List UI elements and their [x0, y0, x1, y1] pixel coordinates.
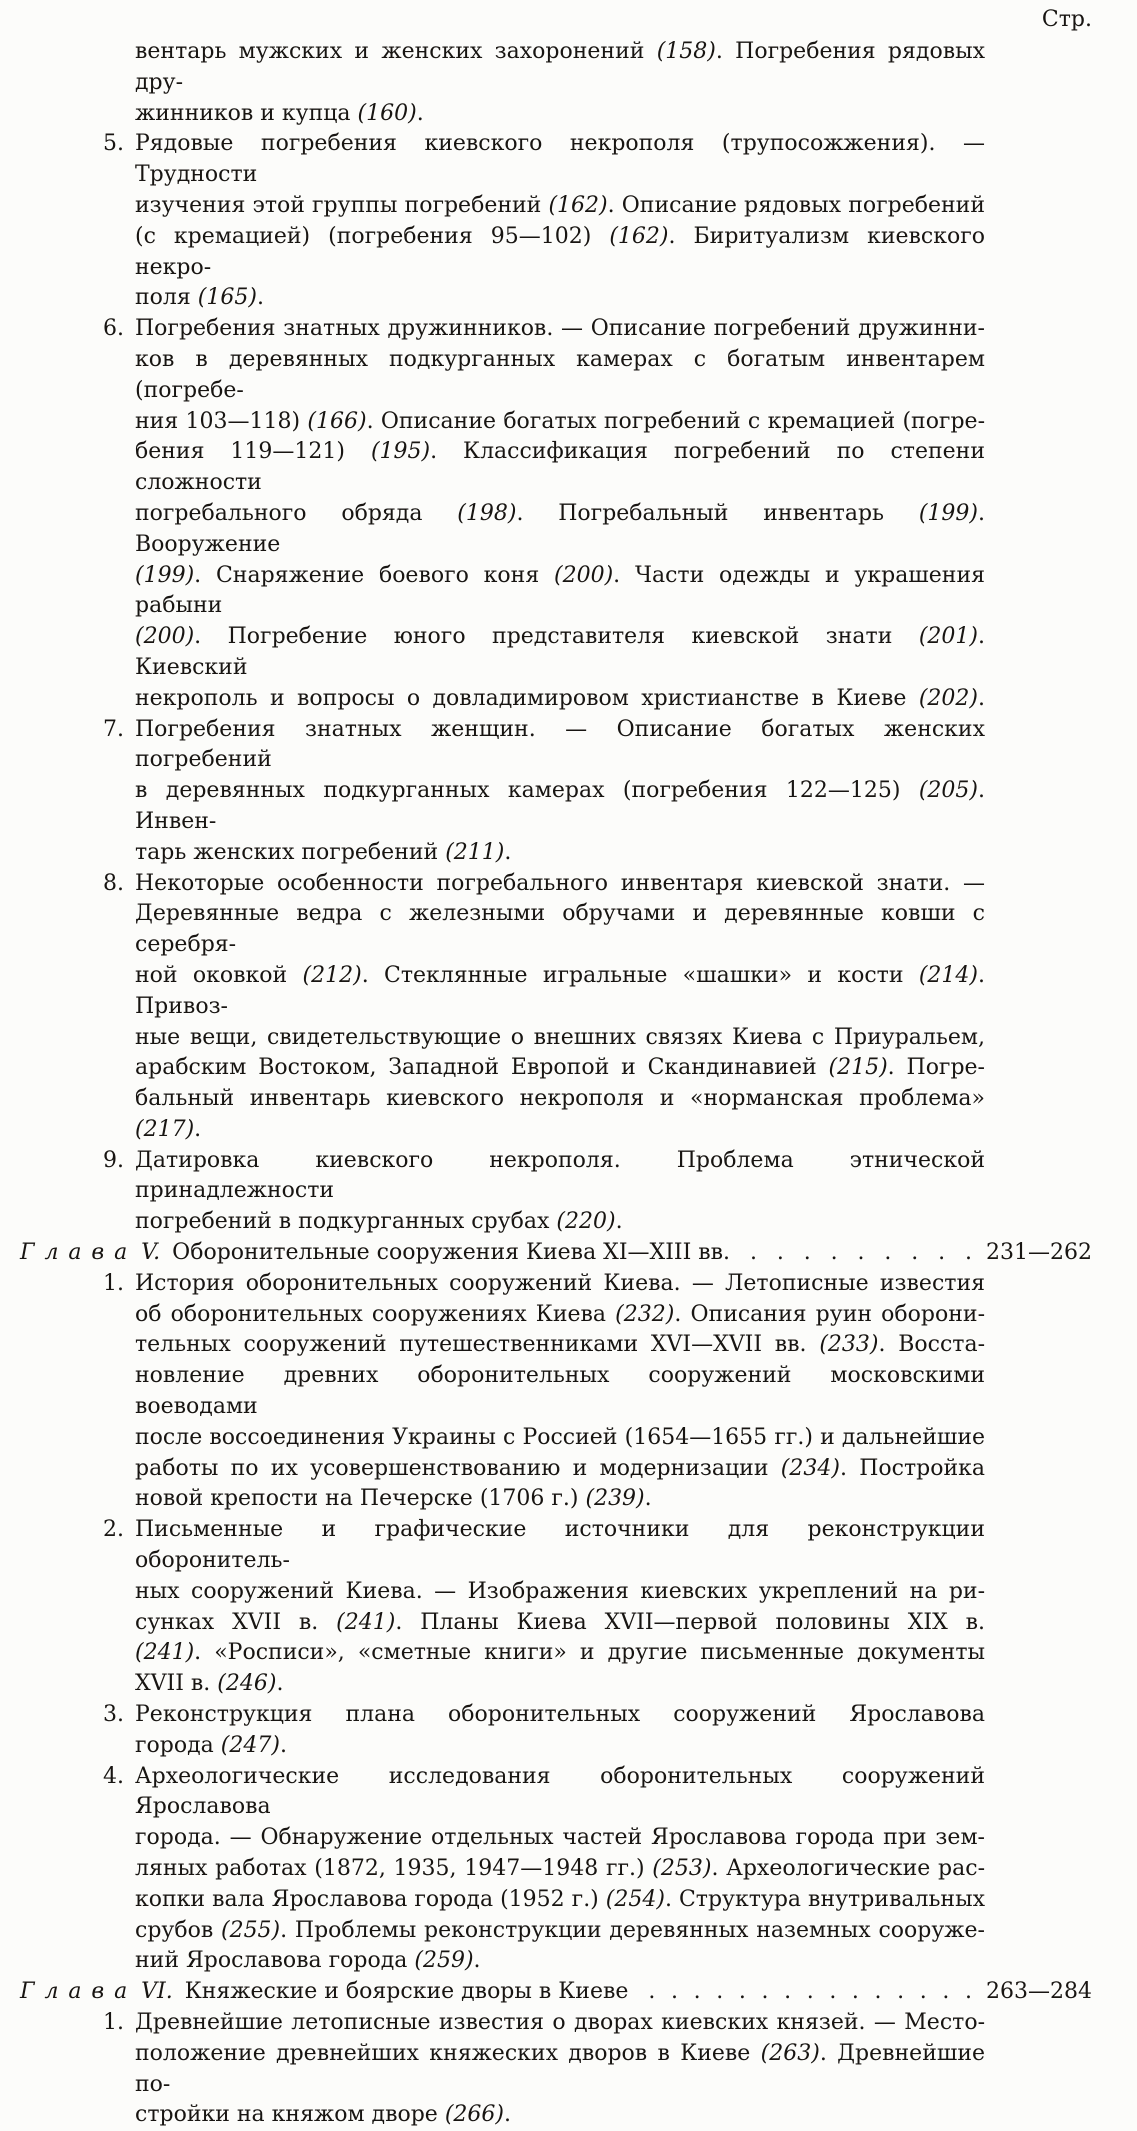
toc-line: города (247). — [135, 1732, 287, 1758]
toc-line: (200). Погребение юного представителя киевской знати (201). Киевский — [135, 624, 985, 680]
toc-entry — [0, 314, 1137, 714]
toc-line: Письменные и графические источники для реконструкции оборонитель- — [135, 1517, 985, 1574]
toc-line: ляных работах (1872, 1935, 1947—1948 гг.) (253). Археологические рас- — [135, 1856, 985, 1882]
item-number: 3. — [103, 1702, 124, 1728]
dot-leader: . . . . . . . . . . . . . . . — [648, 1979, 973, 2005]
toc-line: Датировка киевского некрополя. Проблема этнической принадлежности — [135, 1147, 985, 1204]
entry-lines — [135, 1515, 985, 1700]
toc-line: ных сооружений Киева. — Изображения киевских укреплений на ри- — [135, 1578, 985, 1604]
toc-line: копки вала Ярославова города (1952 г.) (254). Структура внутривальных — [135, 1886, 985, 1912]
entry-lines — [135, 1700, 985, 1762]
toc-line: жинников и купца (160). — [135, 100, 424, 126]
entry-lines — [135, 37, 985, 129]
toc-line: после воссоединения Украины с Россией (1654—1655 гг.) и дальнейшие — [135, 1424, 985, 1450]
toc-line: вентарь мужских и женских захоронений (158). Погребения рядовых дру- — [135, 39, 985, 95]
toc-line: срубов (255). Проблемы реконструкции деревянных наземных сооруже- — [135, 1917, 985, 1943]
toc-entry — [0, 1762, 1137, 1978]
entry-lines — [135, 1762, 985, 1978]
item-number: 6. — [103, 316, 124, 342]
toc-line: новление древних оборонительных сооружений московскими воеводами — [135, 1363, 985, 1420]
chapter-label: Глава — [20, 1979, 138, 2005]
entry-lines — [135, 1146, 985, 1238]
toc-line: арабским Востоком, Западной Европой и Скандинавией (215). Погре- — [135, 1055, 985, 1081]
entry-lines — [135, 314, 985, 714]
toc-line: погребений в подкурганных срубах (220). — [135, 1209, 623, 1235]
toc-entry — [0, 129, 1137, 314]
table-of-contents — [0, 37, 1137, 2131]
toc-entry — [0, 37, 1137, 129]
toc-line: об оборонительных сооружениях Киева (232). Описания руин оборони- — [135, 1301, 986, 1327]
toc-line: бальный инвентарь киевского некрополя и «норманская проблема» (217). — [135, 1086, 985, 1142]
chapter-numeral: V. — [141, 1240, 161, 1266]
toc-line: тарь женских погребений (211). — [135, 839, 512, 865]
item-number: 2. — [103, 1517, 124, 1543]
toc-entry — [0, 1515, 1137, 1700]
toc-line: Погребения знатных женщин. — Описание богатых женских погребений — [135, 716, 985, 773]
toc-line: ний Ярославова города (259). — [135, 1948, 481, 1974]
toc-line: новой крепости на Печерске (1706 г.) (239). — [135, 1486, 652, 1512]
chapter-numeral: VI. — [141, 1979, 173, 2005]
toc-entry — [0, 1269, 1137, 1515]
toc-line: Некоторые особенности погребального инвентаря киевской знати. — — [135, 870, 985, 896]
item-number: 8. — [103, 870, 124, 896]
toc-line: Археологические исследования оборонительных сооружений Ярославова — [135, 1763, 985, 1820]
toc-line: ной оковкой (212). Стеклянные игральные «шашки» и кости (214). Привоз- — [135, 962, 986, 1019]
toc-line: стройки на княжом дворе (266). — [135, 2102, 511, 2128]
toc-line: в деревянных подкурганных камерах (погребения 122—125) (205). Инвен- — [135, 778, 985, 834]
toc-line: тельных сооружений путешественниками XVI—XVII вв. (233). Восста- — [135, 1332, 986, 1358]
toc-entry — [0, 1146, 1137, 1238]
page-column-header: Стр. — [1041, 7, 1092, 32]
toc-line: положение древнейших княжеских дворов в Киеве (263). Древнейшие по- — [135, 2040, 985, 2097]
chapter-title: Княжеские и боярские дворы в Киеве — [184, 1979, 629, 2005]
chapter-title: Оборонительные сооружения Киева XI—XIII вв. — [172, 1240, 731, 1266]
toc-line: поля (165). — [135, 285, 264, 311]
toc-chapter-row — [0, 1977, 1137, 2008]
entry-lines — [135, 869, 985, 1146]
chapter-page-range: 263—284 — [986, 1979, 1092, 2005]
toc-entry — [0, 715, 1137, 869]
toc-line: погребального обряда (198). Погребальный инвентарь (199). Вооружение — [135, 500, 985, 557]
toc-line: Древнейшие летописные известия о дворах киевских князей. — Место- — [135, 2010, 985, 2035]
entry-lines — [135, 715, 985, 869]
item-number: 7. — [103, 716, 124, 742]
toc-chapter-row — [0, 1238, 1137, 1269]
toc-line: Деревянные ведра с железными обручами и деревянные ковши с серебря- — [135, 901, 985, 958]
toc-entry — [0, 869, 1137, 1146]
toc-line: Реконструкция плана оборонительных сооружений Ярославова — [135, 1702, 985, 1728]
toc-entry — [0, 1700, 1137, 1762]
toc-line: сунках XVII в. (241). Планы Киева XVII—первой половины XIX в. — [135, 1609, 985, 1635]
toc-line: города. — Обнаружение отдельных частей Ярославова города при зем- — [135, 1825, 985, 1851]
toc-line: Погребения знатных дружинников. — Описание погребений дружинни- — [135, 316, 985, 342]
chapter-label: Глава — [20, 1240, 138, 1266]
toc-line: работы по их усовершенствованию и модернизации (234). Постройка — [135, 1455, 985, 1481]
entry-lines — [135, 2008, 985, 2131]
toc-line: (199). Снаряжение боевого коня (200). Части одежды и украшения рабыни — [135, 562, 985, 619]
toc-line: ния 103—118) (166). Описание богатых погребений с кремацией (погре- — [135, 408, 985, 434]
toc-line: XVII в. (246). — [135, 1671, 284, 1697]
toc-line: (241). «Росписи», «сметные книги» и другие письменные документы — [135, 1640, 985, 1666]
dot-leader: . . . . . . . . . — [750, 1240, 973, 1266]
toc-line: ков в деревянных подкурганных камерах с богатым инвентарем (погребе- — [135, 346, 985, 403]
toc-entry — [0, 2008, 1137, 2131]
toc-line: изучения этой группы погребений (162). Описание рядовых погребений — [135, 192, 986, 218]
toc-line: История оборонительных сооружений Киева. — Летописные известия — [135, 1270, 985, 1296]
toc-line: некрополь и вопросы о довладимировом христианстве в Киеве (202). — [135, 685, 985, 711]
toc-line: (с кремацией) (погребения 95—102) (162). Биритуализм киевского некро- — [135, 223, 985, 280]
chapter-page-range: 231—262 — [986, 1240, 1092, 1266]
item-number: 9. — [103, 1147, 124, 1173]
entry-lines — [135, 1269, 985, 1515]
toc-line: Рядовые погребения киевского некрополя (трупосожжения). — Трудности — [135, 131, 985, 188]
item-number: 4. — [103, 1763, 124, 1789]
item-number: 5. — [103, 131, 124, 157]
toc-line: ные вещи, свидетельствующие о внешних связях Киева с Приуральем, — [135, 1024, 985, 1050]
item-number: 1. — [103, 1270, 124, 1296]
entry-lines — [135, 129, 985, 314]
toc-line: бения 119—121) (195). Классификация погребений по степени сложности — [135, 439, 985, 496]
item-number: 1. — [103, 2010, 124, 2035]
